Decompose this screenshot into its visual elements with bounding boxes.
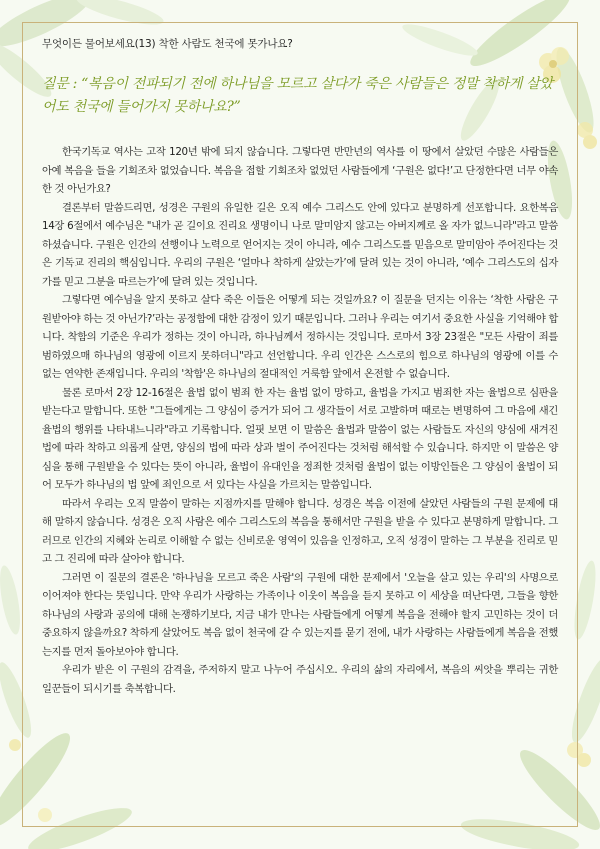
paragraph: 그러면 이 질문의 결론은 '하나님을 모르고 죽은 사람'의 구원에 대한 문제에서 '오늘을 살고 있는 우리'의 사명으로 이어져야 한다는 뜻입니다. 만약 우리가 사랑하는 가족이나 이웃이 복음을 듣지 못하고 이 세상을 떠난다면, 그들을 향한 하나님의 사랑과 공의에 대해 논쟁하기보다, 지금 내가 만나는 사람들에게 어떻게 복음을 전해야 할지 고민하는 것이 더 중요하지 않을까요? 착하게 살았어도 복음 없이 천국에 갈 수 있는지를 묻기 전에, 내가 사랑하는 사람들에게 복음을 전했는지를 먼저 돌아보아야 합니다.: [42, 571, 558, 658]
document-content: [42, 36, 558, 698]
paragraph: 물론 로마서 2장 12-16절은 율법 없이 범죄 한 자는 율법 없이 망하고, 율법을 가지고 범죄한 자는 율법으로 심판을 받는다고 말합니다. 또한 "그들에게는 그 양심이 증거가 되어 그 생각들이 서로 고발하며 때로는 변명하여 그 마음에 새긴 율법의 행위를 나타내느니라"라고 기록합니다. 얼핏 보면 이 말씀은 율법과 말씀이 없는 사람들도 자신의 양심에 새겨진 법에 따라 착하고 의롭게 살면, 양심의 법에 따라 상과 벌이 주어진다는 것처럼 해석할 수 있습니다. 하지만 이 말씀은 양심을 통해 구원받을 수 있다는 뜻이 아니라, 율법이 유대인을 정죄한 것처럼 율법이 없는 이방인들은 그 양심이 율법이 되어 모두가 하나님의 법 앞에 죄인으로 서 있다는 사실을 가르치는 말씀입니다.: [42, 386, 558, 491]
paragraph: 따라서 우리는 오직 말씀이 말하는 지점까지를 말해야 합니다. 성경은 복음 이전에 살았던 사람들의 구원 문제에 대해 말하지 않습니다. 성경은 오직 사람은 예수 그리스도의 복음을 통해서만 구원을 받을 수 있다고 분명하게 말합니다. 그러므로 인간의 지혜와 논리로 이해할 수 없는 신비로운 영역이 있음을 인정하고, 오직 성경이 말하는 그 부분을 진리로 믿고 그 진리에 따라 살아야 합니다.: [42, 497, 558, 565]
question-heading: 질문 : “복음이 전파되기 전에 하나님을 모르고 살다가 죽은 사람들은 정말 착하게 살았어도 천국에 들어가지 못하나요?”: [42, 76, 553, 115]
paragraph: 우리가 받은 이 구원의 감격을, 주저하지 말고 나누어 주십시오. 우리의 삶의 자리에서, 복음의 씨앗을 뿌리는 귀한 일꾼들이 되시기를 축복합니다.: [42, 664, 558, 695]
paragraph: 한국기독교 역사는 고작 120년 밖에 되지 않습니다. 그렇다면 반만년의 역사를 이 땅에서 살았던 수많은 사람들은 아예 복음을 들을 기회조차 없었습니다. 복음을 접할 기회조차 없었던 사람들에게 ‘구원은 없다!’고 단정한다면 너무 야속한 것 아닌가요?: [42, 146, 558, 195]
paragraph: 결론부터 말씀드리면, 성경은 구원의 유일한 길은 오직 예수 그리스도 안에 있다고 분명하게 선포합니다. 요한복음 14장 6절에서 예수님은 "내가 곧 길이요 진리요 생명이니 나로 말미암지 않고는 아버지께로 올 자가 없느니라"라고 말씀하셨습니다. 구원은 인간의 선행이나 노력으로 얻어지는 것이 아니라, 예수 그리스도를 믿음으로 말미암아 주어진다는 것은 기독교 진리의 핵심입니다. 우리의 구원은 ‘얼마나 착하게 살았는가’에 달려 있는 것이 아니라, ‘예수 그리스도의 십자가를 믿고 그분을 따르는가’에 달려 있는 것입니다.: [42, 201, 558, 288]
series-title: 무엇이든 물어보세요(13) 착한 사람도 천국에 못가나요?: [42, 38, 293, 50]
paragraph: 그렇다면 예수님을 알지 못하고 살다 죽은 이들은 어떻게 되는 것일까요? 이 질문을 던지는 이유는 ‘착한 사람은 구원받아야 하는 것 아닌가?’라는 공정함에 대한 감정이 있기 때문입니다. 그러나 우리는 여기서 중요한 사실을 기억해야 합니다. 착함의 기준은 우리가 정하는 것이 아니라, 하나님께서 정하시는 것입니다. 로마서 3장 23절은 "모든 사람이 죄를 범하였으매 하나님의 영광에 이르지 못하더니"라고 선언합니다. 우리 인간은 스스로의 힘으로 하나님의 영광에 이를 수 없는 연약한 존재입니다. 우리의 '착함'은 하나님의 절대적인 거룩함 앞에서 온전할 수 없습니다.: [42, 294, 558, 380]
answer-body: [42, 143, 558, 698]
